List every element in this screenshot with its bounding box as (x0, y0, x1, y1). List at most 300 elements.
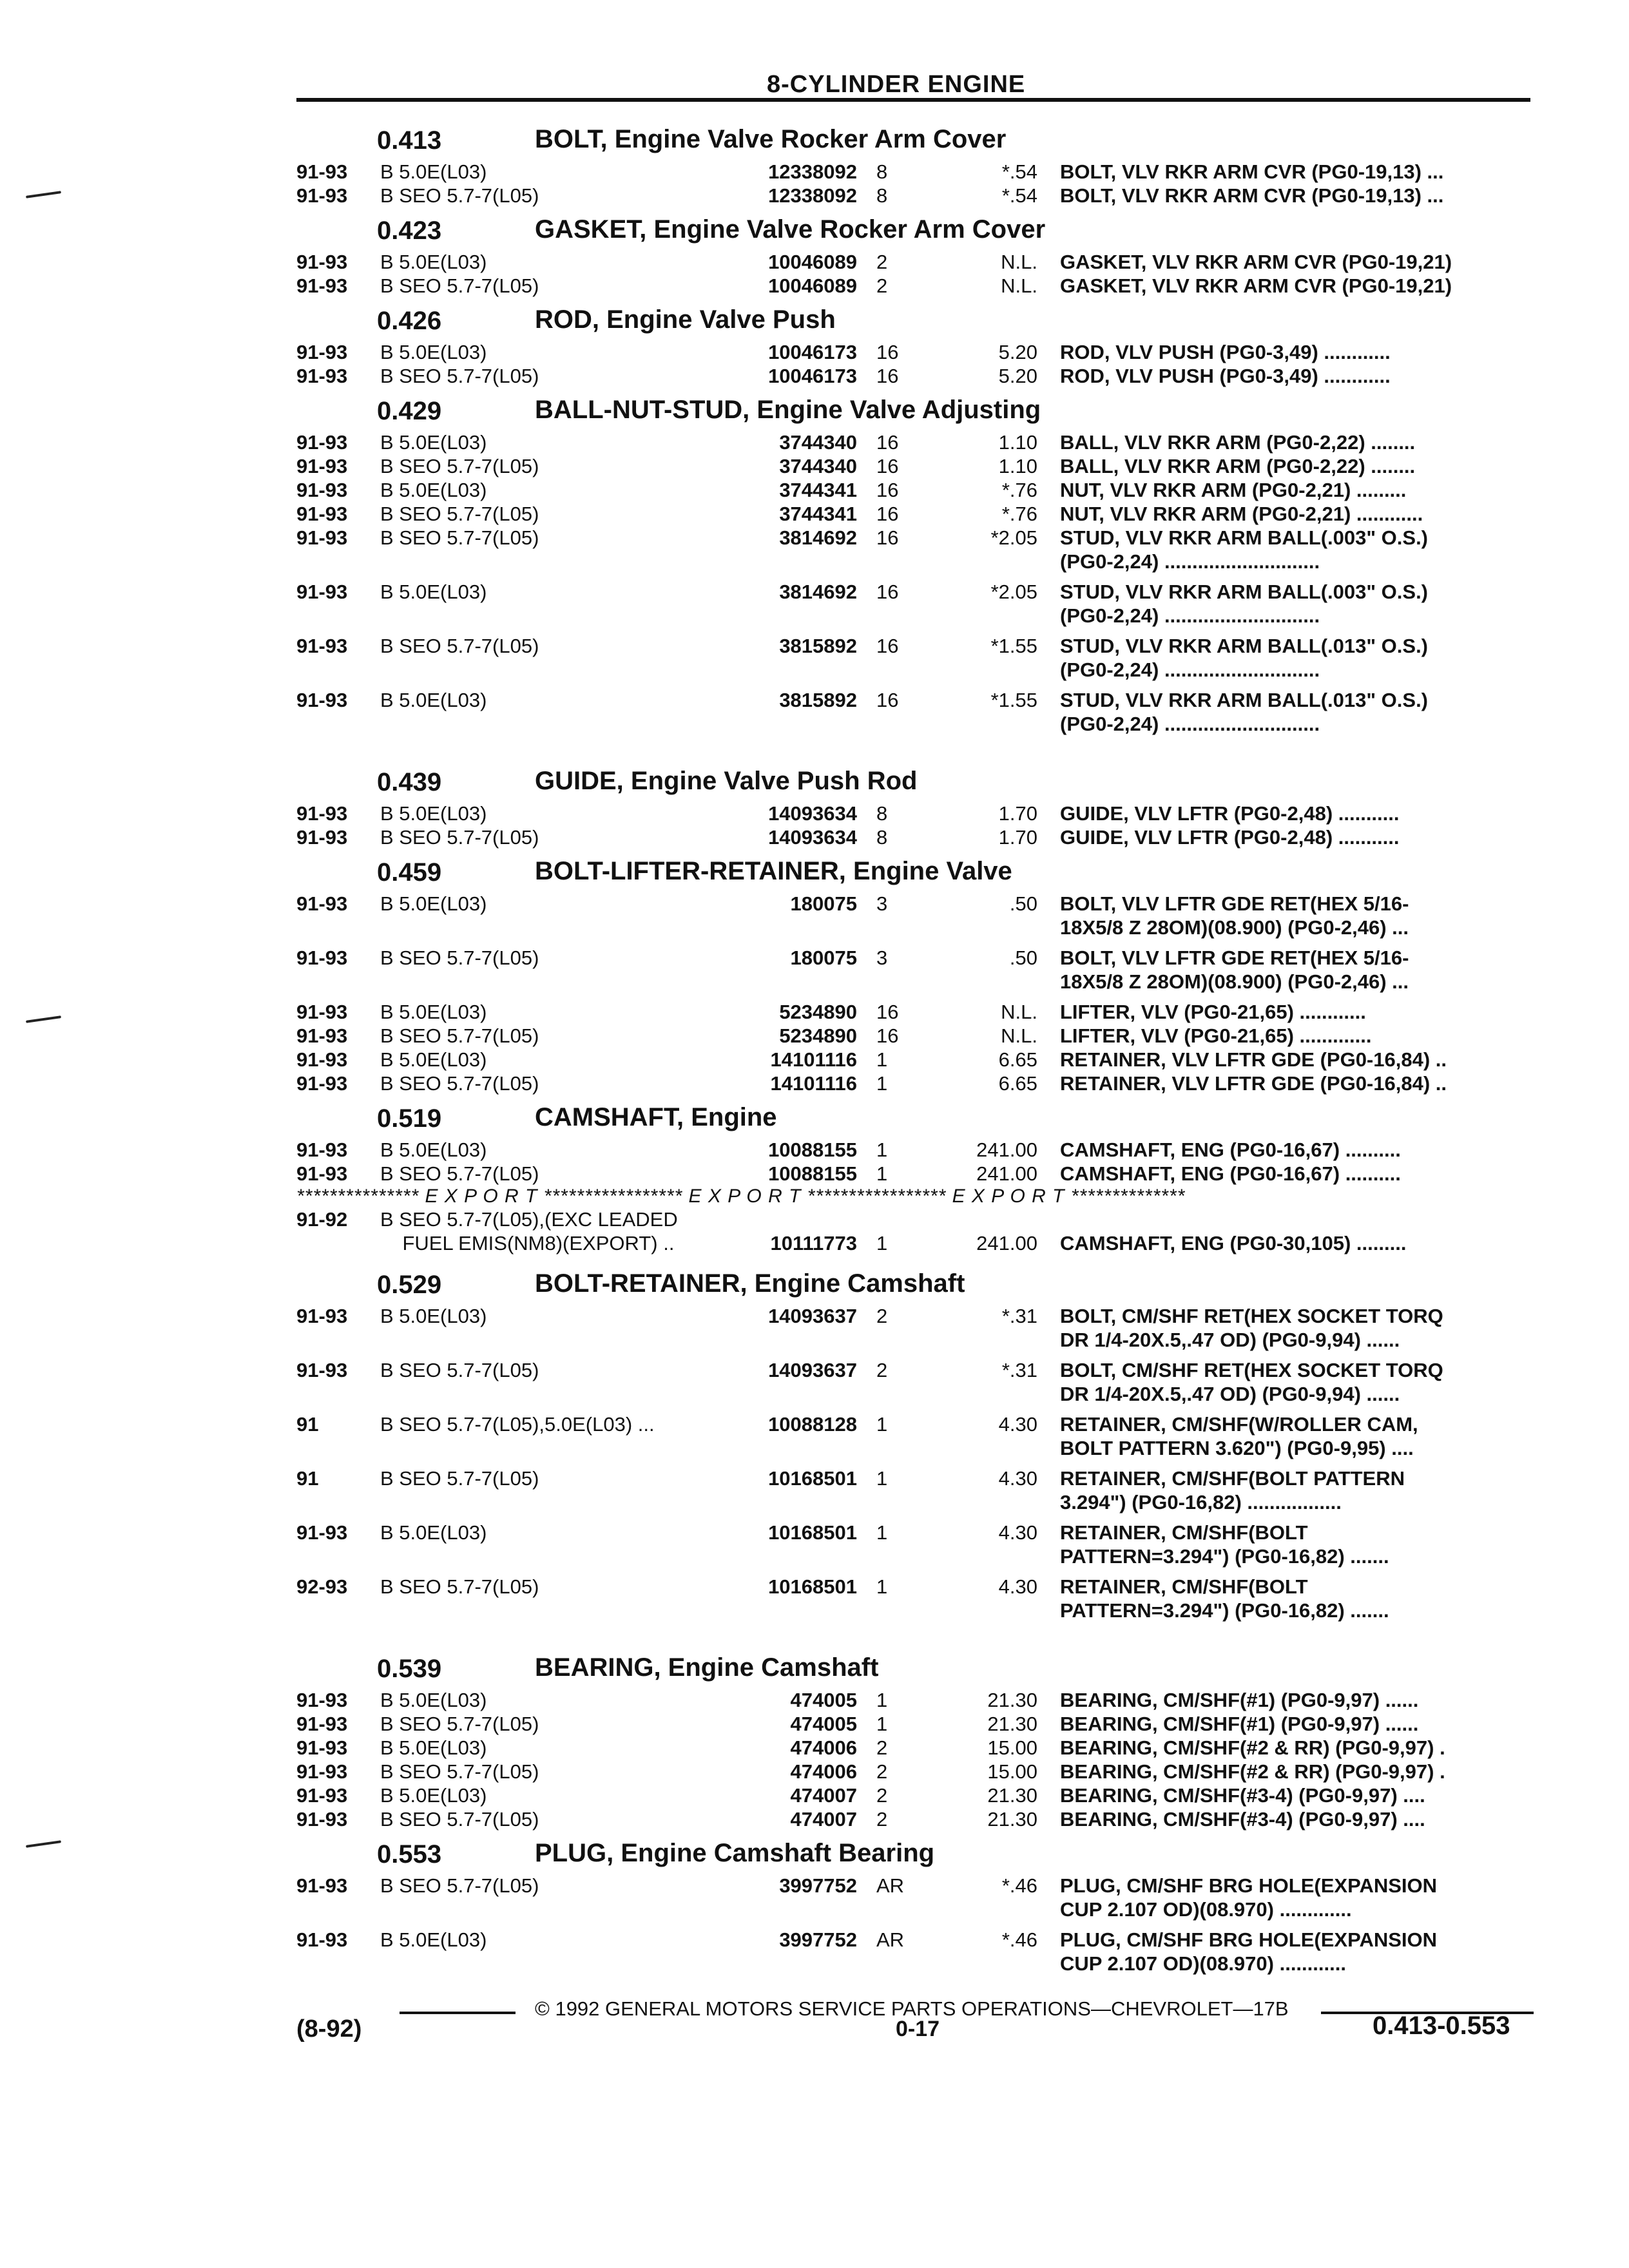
price: 21.30 (987, 1808, 1037, 1831)
part-row (296, 1760, 1540, 1783)
section-code: 0.429 (377, 397, 442, 425)
part-row (296, 802, 1540, 825)
part-description: PLUG, CM/SHF BRG HOLE(EXPANSION CUP 2.107 OD)(08.970) ............. (1060, 1874, 1438, 1921)
section-heading (296, 764, 1540, 802)
price: 1.10 (998, 455, 1037, 477)
model-years: 91-93 (296, 1713, 348, 1735)
section-code: 0.426 (377, 307, 442, 335)
part-number: 10168501 (768, 1575, 857, 1598)
footer-date: (8-92) (296, 2015, 362, 2042)
quantity: 16 (876, 1001, 899, 1023)
quantity: 16 (876, 526, 899, 549)
part-number: 3744340 (779, 455, 857, 477)
model-years: 91-93 (296, 826, 348, 849)
model-years: 91-93 (296, 251, 348, 273)
application: B 5.0E(L03) (380, 892, 487, 915)
model-years: 91-93 (296, 1072, 348, 1095)
quantity: 16 (876, 581, 899, 603)
part-number: 14093637 (768, 1305, 857, 1327)
quantity: 16 (876, 635, 899, 657)
price: 1.70 (998, 802, 1037, 825)
quantity: 3 (876, 947, 888, 969)
part-row (296, 1024, 1540, 1048)
model-years: 91-93 (296, 947, 348, 969)
part-number: 10088155 (768, 1139, 857, 1161)
quantity: 2 (876, 1305, 888, 1327)
part-row (296, 1736, 1540, 1760)
quantity: 1 (876, 1232, 888, 1254)
footer-page-number: 0-17 (896, 2017, 940, 2041)
part-row (296, 1575, 1540, 1629)
price: *2.05 (990, 526, 1037, 549)
part-row (296, 825, 1540, 849)
part-description: RETAINER, CM/SHF(BOLT PATTERN=3.294") (PG0-16,82) ....... (1060, 1521, 1389, 1568)
quantity: AR (876, 1928, 905, 1951)
catalog-section (296, 303, 1540, 393)
section-heading (296, 1651, 1540, 1688)
part-row (296, 1358, 1540, 1412)
part-description: ROD, VLV PUSH (PG0-3,49) ............ (1060, 365, 1391, 387)
quantity: 1 (876, 1413, 888, 1436)
application: B SEO 5.7-7(L05) (380, 1874, 539, 1897)
section-heading (296, 1100, 1540, 1138)
margin-mark (26, 1840, 61, 1848)
part-row (296, 1521, 1540, 1575)
price: 15.00 (987, 1736, 1037, 1759)
part-description: CAMSHAFT, ENG (PG0-16,67) .......... (1060, 1162, 1401, 1185)
part-description: RETAINER, CM/SHF(W/ROLLER CAM, BOLT PATTERN 3.620") (PG0-9,95) .... (1060, 1413, 1418, 1459)
model-years: 91-93 (296, 1521, 348, 1544)
application: B SEO 5.7-7(L05) (380, 1713, 539, 1735)
price: *.54 (1001, 184, 1037, 207)
quantity: 8 (876, 184, 888, 207)
quantity: 1 (876, 1139, 888, 1161)
price: 241.00 (976, 1162, 1037, 1185)
quantity: 16 (876, 431, 899, 454)
part-row (296, 1928, 1540, 1982)
part-row (296, 478, 1540, 502)
quantity: 2 (876, 1808, 888, 1831)
part-description: CAMSHAFT, ENG (PG0-30,105) ......... (1060, 1232, 1407, 1254)
model-years: 91 (296, 1413, 319, 1436)
part-row (296, 1712, 1540, 1736)
price: *.46 (1001, 1874, 1037, 1897)
section-heading (296, 303, 1540, 340)
quantity: 8 (876, 160, 888, 183)
section-code: 0.459 (377, 858, 442, 887)
part-description: BOLT, VLV LFTR GDE RET(HEX 5/16- 18X5/8 Z 28OM)(08.900) (PG0-2,46) ... (1060, 947, 1409, 993)
part-row (296, 688, 1540, 742)
part-row (296, 1874, 1540, 1928)
part-description: BALL, VLV RKR ARM (PG0-2,22) ........ (1060, 455, 1416, 477)
application: B 5.0E(L03) (380, 1736, 487, 1759)
part-number: 474007 (790, 1808, 857, 1831)
part-row (296, 1688, 1540, 1712)
part-row (296, 364, 1540, 388)
part-number: 3744341 (779, 503, 857, 525)
application: B SEO 5.7-7(L05) (380, 1024, 539, 1047)
model-years: 91-93 (296, 1001, 348, 1023)
footer-rule (400, 2012, 516, 2014)
part-row (296, 430, 1540, 454)
section-title: GUIDE, Engine Valve Push Rod (535, 767, 918, 795)
section-code: 0.413 (377, 126, 442, 155)
price: 1.10 (998, 431, 1037, 454)
part-description: BOLT, VLV RKR ARM CVR (PG0-19,13) ... (1060, 184, 1444, 207)
part-description: PLUG, CM/SHF BRG HOLE(EXPANSION CUP 2.107 OD)(08.970) ............ (1060, 1928, 1438, 1975)
part-row (296, 1783, 1540, 1807)
export-divider: *************** E X P O R T ***************** E X P O R T ***************** E X P O R T ************** (296, 1186, 1186, 1207)
part-description: BEARING, CM/SHF(#3-4) (PG0-9,97) .... (1060, 1808, 1425, 1831)
quantity: 16 (876, 455, 899, 477)
part-description: GASKET, VLV RKR ARM CVR (PG0-19,21) (1060, 274, 1452, 297)
part-number: 10168501 (768, 1467, 857, 1490)
section-title: BOLT, Engine Valve Rocker Arm Cover (535, 125, 1007, 153)
application: B SEO 5.7-7(L05) (380, 274, 539, 297)
quantity: 1 (876, 1467, 888, 1490)
part-row (296, 1207, 1540, 1262)
quantity: 16 (876, 503, 899, 525)
section-title: CAMSHAFT, Engine (535, 1103, 777, 1131)
price: 5.20 (998, 341, 1037, 363)
quantity: 3 (876, 892, 888, 915)
section-heading (296, 393, 1540, 430)
catalog-section (296, 1267, 1540, 1651)
price: *.31 (1001, 1359, 1037, 1381)
price: 4.30 (998, 1521, 1037, 1544)
price: *1.55 (990, 689, 1037, 711)
application: B 5.0E(L03) (380, 1784, 487, 1807)
section-heading (296, 1267, 1540, 1304)
part-number: 180075 (790, 947, 857, 969)
part-number: 10168501 (768, 1521, 857, 1544)
part-number: 10046089 (768, 274, 857, 297)
model-years: 91-93 (296, 1162, 348, 1185)
application: B 5.0E(L03) (380, 160, 487, 183)
price: 4.30 (998, 1413, 1037, 1436)
section-title: GASKET, Engine Valve Rocker Arm Cover (535, 215, 1046, 244)
model-years: 91-93 (296, 455, 348, 477)
part-number: 14101116 (770, 1048, 857, 1071)
quantity: 16 (876, 479, 899, 501)
part-row (296, 1162, 1540, 1186)
application: B 5.0E(L03) (380, 689, 487, 711)
model-years: 91-93 (296, 802, 348, 825)
part-description: BEARING, CM/SHF(#2 & RR) (PG0-9,97) . (1060, 1760, 1445, 1783)
part-row (296, 340, 1540, 364)
price: .50 (1009, 947, 1037, 969)
part-number: 10046089 (768, 251, 857, 273)
model-years: 91-93 (296, 274, 348, 297)
section-title: PLUG, Engine Camshaft Bearing (535, 1839, 935, 1867)
parts-listing (296, 122, 1540, 1987)
part-row (296, 1138, 1540, 1162)
application: B SEO 5.7-7(L05),(EXC LEADED FUEL EMIS(NM8)(EXPORT) .. (380, 1208, 678, 1254)
price: .50 (1009, 892, 1037, 915)
price: *.76 (1001, 503, 1037, 525)
model-years: 91-93 (296, 1024, 348, 1047)
price: 241.00 (976, 1139, 1037, 1161)
model-years: 91-93 (296, 431, 348, 454)
price: N.L. (1001, 251, 1037, 273)
model-years: 91-93 (296, 1359, 348, 1381)
quantity: 1 (876, 1689, 888, 1711)
application: B SEO 5.7-7(L05) (380, 503, 539, 525)
part-number: 14093637 (768, 1359, 857, 1381)
part-number: 12338092 (768, 160, 857, 183)
model-years: 91-93 (296, 1760, 348, 1783)
model-years: 91-93 (296, 1928, 348, 1951)
quantity: 2 (876, 1760, 888, 1783)
quantity: 8 (876, 826, 888, 849)
part-row (296, 1412, 1540, 1466)
part-row (296, 1000, 1540, 1024)
part-row (296, 184, 1540, 207)
model-years: 91-93 (296, 365, 348, 387)
part-description: NUT, VLV RKR ARM (PG0-2,21) ......... (1060, 479, 1407, 501)
quantity: 1 (876, 1521, 888, 1544)
model-years: 91-93 (296, 341, 348, 363)
application: B SEO 5.7-7(L05) (380, 947, 539, 969)
price: *.76 (1001, 479, 1037, 501)
application: B 5.0E(L03) (380, 1689, 487, 1711)
model-years: 91-93 (296, 526, 348, 549)
application: B SEO 5.7-7(L05) (380, 1072, 539, 1095)
application: B SEO 5.7-7(L05) (380, 1760, 539, 1783)
application: B 5.0E(L03) (380, 1521, 487, 1544)
section-title: ROD, Engine Valve Push (535, 305, 836, 334)
part-description: BEARING, CM/SHF(#3-4) (PG0-9,97) .... (1060, 1784, 1425, 1807)
part-number: 12338092 (768, 184, 857, 207)
section-code: 0.529 (377, 1271, 442, 1299)
quantity: 2 (876, 1359, 888, 1381)
footer-copyright: © 1992 GENERAL MOTORS SERVICE PARTS OPERATIONS—CHEVROLET—17B (535, 1997, 1289, 2020)
price: N.L. (1001, 1001, 1037, 1023)
application: B 5.0E(L03) (380, 1928, 487, 1951)
application: B 5.0E(L03) (380, 802, 487, 825)
quantity: 16 (876, 689, 899, 711)
application: B SEO 5.7-7(L05) (380, 526, 539, 549)
price: N.L. (1001, 274, 1037, 297)
quantity: 8 (876, 802, 888, 825)
part-row (296, 160, 1540, 184)
part-description: LIFTER, VLV (PG0-21,65) ............ (1060, 1001, 1366, 1023)
part-number: 3815892 (779, 635, 857, 657)
part-description: BOLT, VLV LFTR GDE RET(HEX 5/16- 18X5/8 Z 28OM)(08.900) (PG0-2,46) ... (1060, 892, 1409, 939)
application: B SEO 5.7-7(L05) (380, 1467, 539, 1490)
application: B 5.0E(L03) (380, 1305, 487, 1327)
part-description: RETAINER, VLV LFTR GDE (PG0-16,84) .. (1060, 1072, 1447, 1095)
quantity: 1 (876, 1162, 888, 1185)
model-years: 91-93 (296, 892, 348, 915)
model-years: 91-93 (296, 1736, 348, 1759)
application: B SEO 5.7-7(L05) (380, 1359, 539, 1381)
model-years: 91-93 (296, 581, 348, 603)
margin-mark (26, 191, 61, 198)
application: B 5.0E(L03) (380, 1048, 487, 1071)
part-description: GUIDE, VLV LFTR (PG0-2,48) ........... (1060, 826, 1400, 849)
price: *.31 (1001, 1305, 1037, 1327)
model-years: 91-93 (296, 503, 348, 525)
application: B SEO 5.7-7(L05) (380, 635, 539, 657)
price: N.L. (1001, 1024, 1037, 1047)
part-description: NUT, VLV RKR ARM (PG0-2,21) ............ (1060, 503, 1423, 525)
catalog-section (296, 854, 1540, 1100)
margin-mark (26, 1015, 61, 1023)
part-description: STUD, VLV RKR ARM BALL(.003" O.S.) (PG0-2,24) ............................ (1060, 581, 1429, 627)
footer-section-range: 0.413-0.553 (1373, 2012, 1510, 2040)
application: B SEO 5.7-7(L05) (380, 1808, 539, 1831)
section-title: BOLT-LIFTER-RETAINER, Engine Valve (535, 857, 1012, 885)
part-description: RETAINER, CM/SHF(BOLT PATTERN=3.294") (PG0-16,82) ....... (1060, 1575, 1389, 1622)
section-code: 0.423 (377, 216, 442, 245)
part-number: 474006 (790, 1736, 857, 1759)
part-number: 14093634 (768, 802, 857, 825)
part-number: 5234890 (779, 1001, 857, 1023)
price: 241.00 (976, 1232, 1037, 1254)
price: 5.20 (998, 365, 1037, 387)
part-description: RETAINER, VLV LFTR GDE (PG0-16,84) .. (1060, 1048, 1447, 1071)
application: B 5.0E(L03) (380, 251, 487, 273)
section-title: BALL-NUT-STUD, Engine Valve Adjusting (535, 396, 1041, 424)
part-description: BOLT, CM/SHF RET(HEX SOCKET TORQ DR 1/4-20X.5,.47 OD) (PG0-9,94) ...... (1060, 1305, 1443, 1351)
catalog-section (296, 122, 1540, 213)
application: B 5.0E(L03) (380, 581, 487, 603)
model-years: 91-93 (296, 1689, 348, 1711)
section-heading (296, 854, 1540, 892)
part-row (296, 454, 1540, 478)
application: B SEO 5.7-7(L05),5.0E(L03) ... (380, 1413, 655, 1436)
price: *.54 (1001, 160, 1037, 183)
part-row (296, 250, 1540, 274)
application: B SEO 5.7-7(L05) (380, 1575, 539, 1598)
section-code: 0.439 (377, 768, 442, 796)
part-number: 10111773 (770, 1232, 857, 1254)
part-row (296, 580, 1540, 634)
part-number: 5234890 (779, 1024, 857, 1047)
catalog-section (296, 1651, 1540, 1836)
page-header-title: 8-CYLINDER ENGINE (767, 71, 1026, 98)
model-years: 91-93 (296, 479, 348, 501)
part-row (296, 1072, 1540, 1095)
application: B SEO 5.7-7(L05) (380, 826, 539, 849)
part-row (296, 1807, 1540, 1831)
part-description: BEARING, CM/SHF(#1) (PG0-9,97) ...... (1060, 1689, 1419, 1711)
part-number: 10046173 (768, 365, 857, 387)
model-years: 91-93 (296, 1048, 348, 1071)
application: B 5.0E(L03) (380, 1139, 487, 1161)
catalog-section (296, 393, 1540, 764)
price: 21.30 (987, 1689, 1037, 1711)
quantity: 16 (876, 341, 899, 363)
part-number: 3744341 (779, 479, 857, 501)
application: B SEO 5.7-7(L05) (380, 184, 539, 207)
price: 15.00 (987, 1760, 1037, 1783)
section-code: 0.553 (377, 1840, 442, 1869)
model-years: 91-93 (296, 1784, 348, 1807)
model-years: 91-93 (296, 1139, 348, 1161)
price: 4.30 (998, 1467, 1037, 1490)
header-rule (296, 98, 1530, 102)
section-code: 0.539 (377, 1655, 442, 1683)
part-description: STUD, VLV RKR ARM BALL(.013" O.S.) (PG0-2,24) ............................ (1060, 689, 1429, 735)
part-number: 474006 (790, 1760, 857, 1783)
model-years: 91-93 (296, 635, 348, 657)
part-number: 474005 (790, 1713, 857, 1735)
part-number: 10046173 (768, 341, 857, 363)
part-description: BEARING, CM/SHF(#1) (PG0-9,97) ...... (1060, 1713, 1419, 1735)
price: 6.65 (998, 1048, 1037, 1071)
section-title: BOLT-RETAINER, Engine Camshaft (535, 1269, 965, 1298)
quantity: AR (876, 1874, 905, 1897)
quantity: 1 (876, 1072, 888, 1095)
part-description: BALL, VLV RKR ARM (PG0-2,22) ........ (1060, 431, 1416, 454)
catalog-section (296, 764, 1540, 854)
application: B SEO 5.7-7(L05) (380, 1162, 539, 1185)
part-number: 3744340 (779, 431, 857, 454)
part-number: 3814692 (779, 526, 857, 549)
part-number: 14093634 (768, 826, 857, 849)
model-years: 91-93 (296, 689, 348, 711)
part-description: LIFTER, VLV (PG0-21,65) ............. (1060, 1024, 1372, 1047)
part-description: ROD, VLV PUSH (PG0-3,49) ............ (1060, 341, 1391, 363)
part-description: BOLT, CM/SHF RET(HEX SOCKET TORQ DR 1/4-20X.5,.47 OD) (PG0-9,94) ...... (1060, 1359, 1443, 1405)
part-number: 180075 (790, 892, 857, 915)
section-heading (296, 213, 1540, 250)
price: *2.05 (990, 581, 1037, 603)
part-row (296, 892, 1540, 946)
price: 21.30 (987, 1713, 1037, 1735)
application: B 5.0E(L03) (380, 479, 487, 501)
part-row (296, 634, 1540, 688)
part-row (296, 1048, 1540, 1072)
quantity: 1 (876, 1713, 888, 1735)
part-description: GUIDE, VLV LFTR (PG0-2,48) ........... (1060, 802, 1400, 825)
part-number: 474005 (790, 1689, 857, 1711)
part-description: CAMSHAFT, ENG (PG0-16,67) .......... (1060, 1139, 1401, 1161)
part-description: GASKET, VLV RKR ARM CVR (PG0-19,21) (1060, 251, 1452, 273)
part-description: STUD, VLV RKR ARM BALL(.003" O.S.) (PG0-2,24) ............................ (1060, 526, 1429, 573)
price: 21.30 (987, 1784, 1037, 1807)
price: 6.65 (998, 1072, 1037, 1095)
part-number: 3997752 (779, 1928, 857, 1951)
part-number: 3997752 (779, 1874, 857, 1897)
model-years: 91 (296, 1467, 319, 1490)
part-row (296, 526, 1540, 580)
catalog-section (296, 213, 1540, 303)
part-description: BEARING, CM/SHF(#2 & RR) (PG0-9,97) . (1060, 1736, 1445, 1759)
part-number: 474007 (790, 1784, 857, 1807)
part-number: 10088155 (768, 1162, 857, 1185)
model-years: 91-93 (296, 184, 348, 207)
price: 1.70 (998, 826, 1037, 849)
quantity: 1 (876, 1575, 888, 1598)
part-row (296, 502, 1540, 526)
part-number: 10088128 (768, 1413, 857, 1436)
application: B SEO 5.7-7(L05) (380, 365, 539, 387)
quantity: 1 (876, 1048, 888, 1071)
model-years: 91-92 (296, 1208, 348, 1231)
model-years: 91-93 (296, 1874, 348, 1897)
quantity: 2 (876, 1784, 888, 1807)
section-heading (296, 1836, 1540, 1874)
price: *1.55 (990, 635, 1037, 657)
model-years: 91-93 (296, 160, 348, 183)
model-years: 92-93 (296, 1575, 348, 1598)
part-number: 3815892 (779, 689, 857, 711)
quantity: 16 (876, 1024, 899, 1047)
part-row (296, 1304, 1540, 1358)
